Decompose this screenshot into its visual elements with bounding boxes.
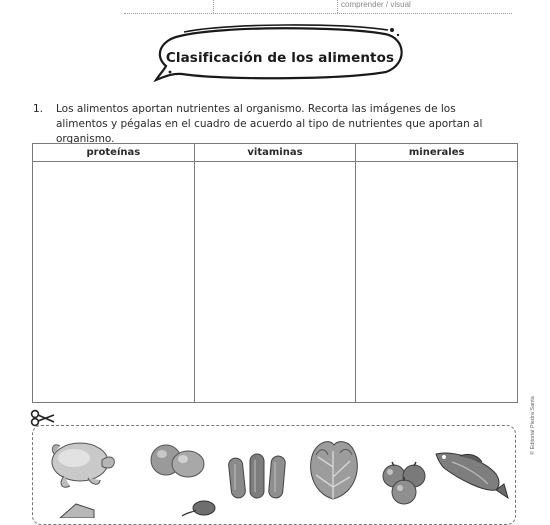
activity-instruction: Los alimentos aportan nutrientes al organismo. Recorta las imágenes de los alimentos y pégalas en el cuadro de acuerdo al tipo de nutrientes que aportan al organismo.	[56, 103, 483, 145]
fish-icon[interactable]	[430, 444, 510, 500]
sausages-icon[interactable]	[226, 450, 288, 502]
header-strip	[0, 0, 550, 20]
activity-number: 1.	[33, 103, 44, 115]
tomatoes-icon[interactable]	[380, 460, 428, 506]
column-header-vitamins: vitaminas	[194, 144, 356, 162]
page-title: Clasificación de los alimentos	[165, 50, 395, 66]
drop-cell-vitamins[interactable]	[194, 162, 356, 403]
header-dotted-line	[124, 13, 512, 14]
header-hint: comprender / visual	[341, 0, 411, 9]
publisher-credit: © Editorial Piedra Santa	[530, 396, 536, 455]
lettuce-icon[interactable]	[304, 437, 362, 503]
leaf-fruit-icon[interactable]	[176, 498, 220, 518]
chicken-icon[interactable]	[44, 432, 120, 492]
header-divider	[213, 0, 214, 13]
drop-cell-minerals[interactable]	[356, 162, 518, 403]
eggs-icon[interactable]	[148, 440, 208, 480]
header-divider	[337, 0, 338, 13]
column-header-minerals: minerales	[356, 144, 518, 162]
column-header-proteins: proteínas	[33, 144, 195, 162]
cheese-icon[interactable]	[56, 500, 96, 518]
drop-cell-proteins[interactable]	[33, 162, 195, 403]
classification-table	[32, 143, 518, 403]
title-banner	[150, 22, 410, 82]
